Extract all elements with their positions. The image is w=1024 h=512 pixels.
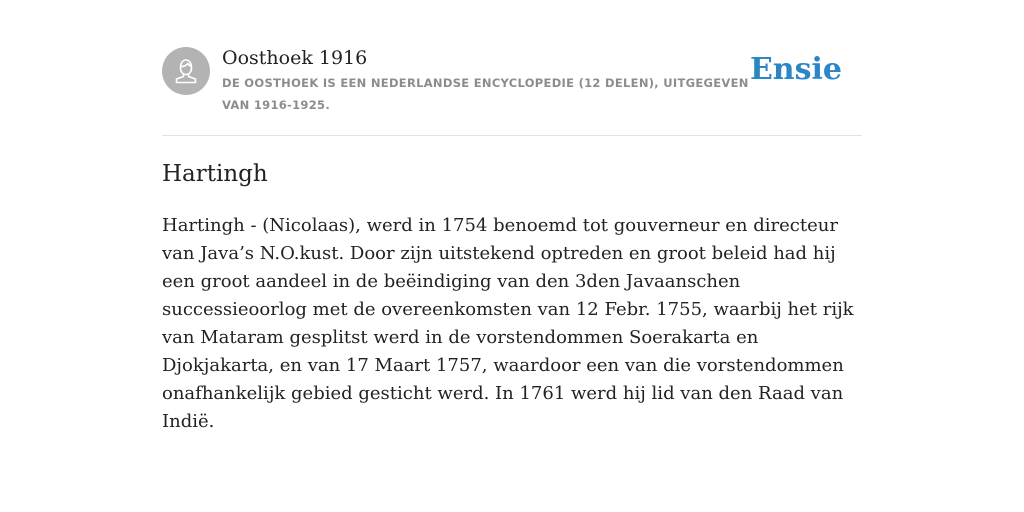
user-avatar-icon[interactable] [162,47,210,95]
entry-body: Hartingh - (Nicolaas), werd in 1754 benoemd tot gouverneur en directeur van Java’s N.O.kust. Door zijn uitstekend optreden en groot beleid had hij een groot aandeel in de beëindiging van den 3den Javaanschen successieoorlog met de overeenkomsten van 12 Febr. 1755, waarbij het rijk van Mataram gesplitst werd in de vorstendommen Soerakarta en Djokjakarta, en van 17 Maart 1757, waardoor een van die vorstendommen onafhankelijk gebied gesticht werd. In 1761 werd hij lid van den Raad van Indië. [162,215,854,432]
source-description: DE OOSTHOEK IS EEN NEDERLANDSE ENCYCLOPEDIE (12 DELEN), UITGEGEVEN VAN 1916-1925. [222,76,749,112]
header-divider [162,135,862,136]
user-silhouette-icon [162,47,210,95]
ensie-logo[interactable]: Ensie [749,52,842,87]
entry-title: Hartingh [162,161,268,187]
source-title[interactable]: Oosthoek 1916 [222,47,368,69]
source-header [162,46,862,116]
